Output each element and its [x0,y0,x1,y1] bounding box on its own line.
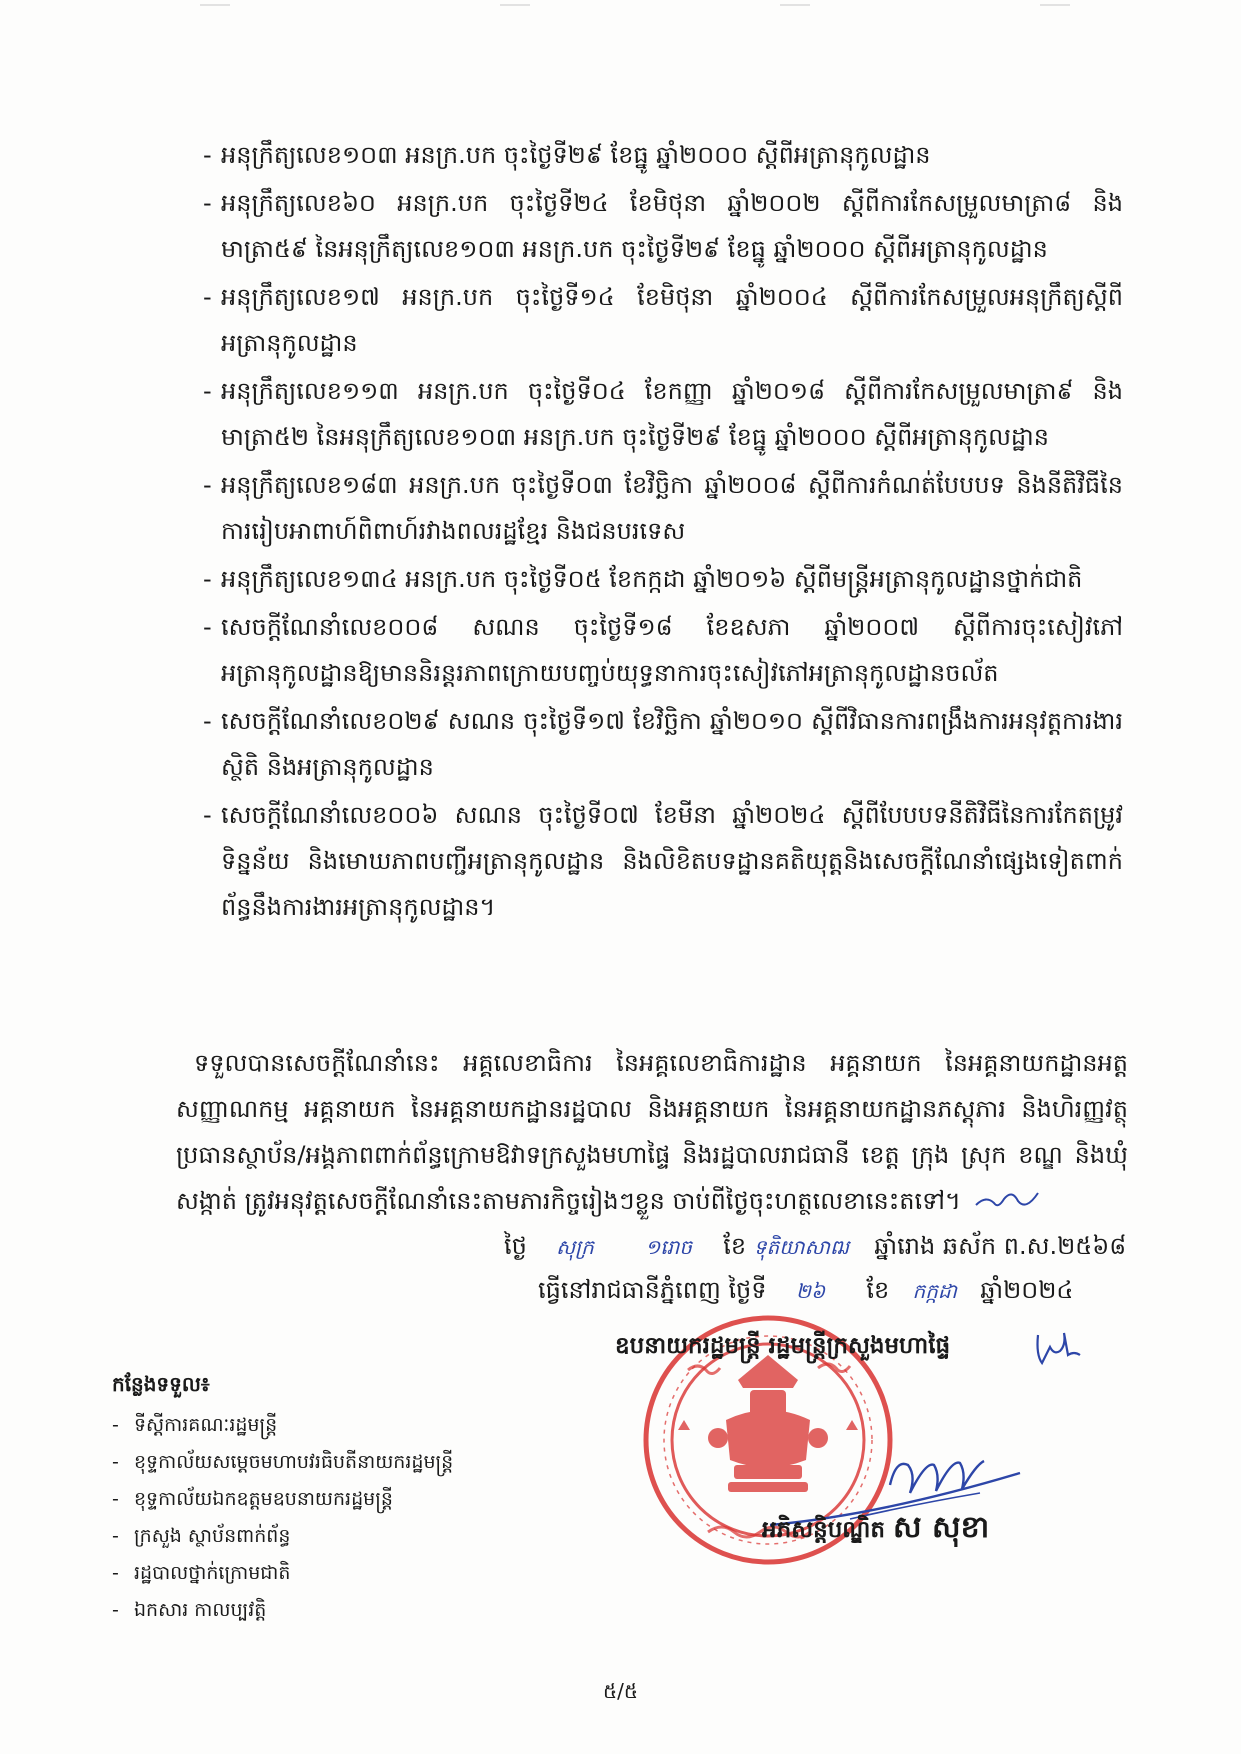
recipient-item: - ឯកសារ កាលប្បវត្តិ [112,1599,267,1621]
solar-date-line [538,1270,1128,1311]
signer-name-line [762,1508,989,1552]
recipient-item: - ក្រសួង ស្ថាប័នពាក់ព័ន្ធ [112,1525,291,1547]
recipient-text: ខុទ្ទកាល័យសម្តេចមហាបវរធិបតីនាយករដ្ឋមន្ត្រី [134,1451,454,1473]
lunar-month-label: ខែ [723,1232,747,1260]
reference-text: អនុក្រឹត្យលេខ១១៣ អនក្រ.បក ចុះថ្ងៃទី០៤ ខែកញ្ញា ឆ្នាំ២០១៨ ស្តីពីការកែសម្រួលមាត្រា៩ និងមាត្រា៥២ នៃអនុក្រឹត្យលេខ១០៣ អនក្រ.បក ចុះថ្ងៃទី២៩ ខែធ្នូ ឆ្នាំ២០០០ ស្តីពីអត្រានុកូលដ្ឋាន [221,377,1123,451]
reference-item: - អនុក្រឹត្យលេខ១០៣ អនក្រ.បក ចុះថ្ងៃទី២៩ ខែធ្នូ ឆ្នាំ២០០០ ស្តីពីអត្រានុកូលដ្ឋាន [203,141,931,169]
reference-item: - សេចក្តីណែនាំលេខ០០៦ សណន ចុះថ្ងៃទី០៧ ខែមីនា ឆ្នាំ២០២៤ ស្តីពីបែបបទនីតិវិធីនៃការកែតម្រូវទិន្នន័យ និងមោឃភាពបញ្ជីអត្រានុកូលដ្ឋាន និងលិខិតបទដ្ឋានគតិយុត្តនិងសេចក្តីណែនាំផ្សេងទៀតពាក់ព័ន្ធនឹងការងារអត្រានុកូលដ្ឋាន។ [203,801,1123,921]
reference-text: អនុក្រឹត្យលេខ៦០ អនក្រ.បក ចុះថ្ងៃទី២៤ ខែមិថុនា ឆ្នាំ២០០២ ស្តីពីការកែសម្រួលមាត្រា៨ និងមាត្រា៥៩ នៃអនុក្រឹត្យលេខ១០៣ អនក្រ.បក ចុះថ្ងៃទី២៩ ខែធ្នូ ឆ្នាំ២០០០ ស្តីពីអត្រានុកូលដ្ឋាន [221,189,1123,263]
reference-item: - អនុក្រឹត្យលេខ១១៣ អនក្រ.បក ចុះថ្ងៃទី០៤ ខែកញ្ញា ឆ្នាំ២០១៨ ស្តីពីការកែសម្រួលមាត្រា៩ និងមាត្រា៥២ នៃអនុក្រឹត្យលេខ១០៣ អនក្រ.បក ចុះថ្ងៃទី២៩ ខែធ្នូ ឆ្នាំ២០០០ ស្តីពីអត្រានុកូលដ្ឋាន [203,377,1123,451]
recipients-block [112,1367,592,1629]
lunar-month-handwritten: ទុតិយាសាឍ [753,1235,849,1259]
reference-item: - អនុក្រឹត្យលេខ១៧ អនក្រ.បក ចុះថ្ងៃទី១៤ ខែមិថុនា ឆ្នាំ២០០៤ ស្តីពីការកែសម្រួលអនុក្រឹត្យស្តីពីអត្រានុកូលដ្ឋាន [203,283,1123,357]
lunar-year-text: ឆ្នាំរោង ឆស័ក ព.ស.២៥៦៨ [874,1232,1127,1260]
reference-item: - អនុក្រឹត្យលេខ១៨៣ អនក្រ.បក ចុះថ្ងៃទី០៣ ខែវិច្ឆិកា ឆ្នាំ២០០៨ ស្តីពីការកំណត់បែបបទ និងនីតិវិធីនៃការរៀបអាពាហ៍ពិពាហ៍រវាងពលរដ្ឋខ្មែរ និងជនបរទេស [203,471,1123,545]
solar-month-label: ខែ [866,1276,890,1304]
lunar-day-label: ថ្ងៃ [504,1232,527,1260]
recipient-item: - រដ្ឋបាលថ្នាក់ក្រោមជាតិ [112,1562,291,1584]
page-number: ៥/៥ [602,1679,639,1703]
paragraph-text: ទទួលបានសេចក្តីណែនាំនេះ អគ្គលេខាធិការ នៃអគ្គលេខាធិការដ្ឋាន អគ្គនាយក នៃអគ្គនាយកដ្ឋានអត្តសញ្ញាណកម្ម អគ្គនាយក នៃអគ្គនាយកដ្ឋានរដ្ឋបាល និងអគ្គនាយក នៃអគ្គនាយកដ្ឋានភស្តុភារ និងហិរញ្ញវត្ថុ ប្រធានស្ថាប័ន/អង្គភាពពាក់ព័ន្ធក្រោមឱវាទក្រសួងមហាផ្ទៃ និងរដ្ឋបាលរាជធានី ខេត្ត ក្រុង ស្រុក ខណ្ឌ និងឃុំ សង្កាត់ ត្រូវអនុវត្តសេចក្តីណែនាំនេះតាមភារកិច្ចរៀងៗខ្លួន ចាប់ពីថ្ងៃចុះហត្ថលេខានេះតទៅ។ [176,1049,1128,1215]
recipient-text: ឯកសារ កាលប្បវត្តិ [134,1599,267,1621]
recipient-item: - ខុទ្ទកាល័យឯកឧត្តមឧបនាយករដ្ឋមន្ត្រី [112,1488,393,1510]
reference-list [203,132,1123,932]
reference-item: - សេចក្តីណែនាំលេខ០០៨ សណន ចុះថ្ងៃទី១៨ ខែឧសភា ឆ្នាំ២០០៧ ស្តីពីការចុះសៀវភៅអត្រានុកូលដ្ឋានឱ្យមាននិរន្តរភាពក្រោយបញ្ចប់យុទ្ធនាការចុះសៀវភៅអត្រានុកូលដ្ឋានចល័ត [203,613,1123,687]
solar-year-text: ឆ្នាំ២០២៤ [980,1276,1074,1304]
reference-text: អនុក្រឹត្យលេខ១៣៤ អនក្រ.បក ចុះថ្ងៃទី០៥ ខែកក្កដា ឆ្នាំ២០១៦ ស្តីពីមន្ត្រីអត្រានុកូលដ្ឋានថ្នាក់ជាតិ [221,565,1083,593]
lunar-date-line [504,1226,1127,1267]
recipient-item: - ខុទ្ទកាល័យសម្តេចមហាបវរធិបតីនាយករដ្ឋមន្ត្រី [112,1451,454,1473]
reference-text: អនុក្រឹត្យលេខ១៧ អនក្រ.បក ចុះថ្ងៃទី១៤ ខែមិថុនា ឆ្នាំ២០០៤ ស្តីពីការកែសម្រួលអនុក្រឹត្យស្តីពីអត្រានុកូលដ្ឋាន [221,283,1123,357]
reference-text: សេចក្តីណែនាំលេខ០០៦ សណន ចុះថ្ងៃទី០៧ ខែមីនា ឆ្នាំ២០២៤ ស្តីពីបែបបទនីតិវិធីនៃការកែតម្រូវទិន្នន័យ និងមោឃភាពបញ្ជីអត្រានុកូលដ្ឋាន និងលិខិតបទដ្ឋានគតិយុត្តនិងសេចក្តីណែនាំផ្សេងទៀតពាក់ព័ន្ធនឹងការងារអត្រានុកូលដ្ឋាន។ [221,801,1123,921]
recipient-text: ខុទ្ទកាល័យឯកឧត្តមឧបនាយករដ្ឋមន្ត្រី [134,1488,393,1510]
signer-honorific: អភិសន្តិបណ្ឌិត [762,1517,885,1543]
reference-text: សេចក្តីណែនាំលេខ០០៨ សណន ចុះថ្ងៃទី១៨ ខែឧសភា ឆ្នាំ២០០៧ ស្តីពីការចុះសៀវភៅអត្រានុកូលដ្ឋានឱ្យមាននិរន្តរភាពក្រោយបញ្ចប់យុទ្ធនាការចុះសៀវភៅអត្រានុកូលដ្ឋានចល័ត [221,613,1123,687]
scan-edge-marks [0,0,1241,20]
recipient-text: ទីស្តីការគណៈរដ្ឋមន្ត្រី [134,1414,278,1436]
reference-text: អនុក្រឹត្យលេខ១៨៣ អនក្រ.បក ចុះថ្ងៃទី០៣ ខែវិច្ឆិកា ឆ្នាំ២០០៨ ស្តីពីការកំណត់បែបបទ និងនីតិវិធីនៃការរៀបអាពាហ៍ពិពាហ៍រវាងពលរដ្ឋខ្មែរ និងជនបរទេស [221,471,1123,545]
lunar-day-handwritten: សុក្រ [556,1235,594,1259]
recipient-text: ក្រសួង ស្ថាប័នពាក់ព័ន្ធ [134,1525,291,1547]
initial-mark-icon [972,1187,1042,1217]
recipient-text: រដ្ឋបាលថ្នាក់ក្រោមជាតិ [134,1562,291,1584]
reference-item: - សេចក្តីណែនាំលេខ០២៩ សណន ចុះថ្ងៃទី១៧ ខែវិច្ឆិកា ឆ្នាំ២០១០ ស្តីពីវិធានការពង្រឹងការអនុវត្តការងារស្ថិតិ និងអត្រានុកូលដ្ឋាន [203,707,1123,781]
recipients-heading: កន្លែងទទួល៖ [112,1372,210,1396]
reference-item: - អនុក្រឹត្យលេខ៦០ អនក្រ.បក ចុះថ្ងៃទី២៤ ខែមិថុនា ឆ្នាំ២០០២ ស្តីពីការកែសម្រួលមាត្រា៨ និងមាត្រា៥៩ នៃអនុក្រឹត្យលេខ១០៣ អនក្រ.បក ចុះថ្ងៃទី២៩ ខែធ្នូ ឆ្នាំ២០០០ ស្តីពីអត្រានុកូលដ្ឋាន [203,189,1123,263]
reference-item: - អនុក្រឹត្យលេខ១៣៤ អនក្រ.បក ចុះថ្ងៃទី០៥ ខែកក្កដា ឆ្នាំ២០១៦ ស្តីពីមន្ត្រីអត្រានុកូលដ្ឋានថ្នាក់ជាតិ [203,565,1083,593]
signer-title: ឧបនាយករដ្ឋមន្ត្រី រដ្ឋមន្ត្រីក្រសួងមហាផ្ទៃ [615,1333,951,1359]
reference-text: សេចក្តីណែនាំលេខ០២៩ សណន ចុះថ្ងៃទី១៧ ខែវិច្ឆិកា ឆ្នាំ២០១០ ស្តីពីវិធានការពង្រឹងការអនុវត្តការងារស្ថិតិ និងអត្រានុកូលដ្ឋាន [221,707,1123,781]
signer-name: ស សុខា [893,1510,990,1545]
solar-month-handwritten: កក្កដា [912,1279,957,1303]
initial-signature-icon [1034,1325,1084,1369]
recipient-item: - ទីស្តីការគណៈរដ្ឋមន្ត្រី [112,1414,278,1436]
reference-text: អនុក្រឹត្យលេខ១០៣ អនក្រ.បក ចុះថ្ងៃទី២៩ ខែធ្នូ ឆ្នាំ២០០០ ស្តីពីអត្រានុកូលដ្ឋាន [221,141,931,169]
lunar-num-handwritten: ១រោច [645,1235,692,1259]
solar-place-text: ធ្វើនៅរាជធានីភ្នំពេញ ថ្ងៃទី [538,1276,767,1304]
instruction-paragraph [176,1040,1128,1224]
solar-day-handwritten: ២៦ [795,1279,826,1303]
